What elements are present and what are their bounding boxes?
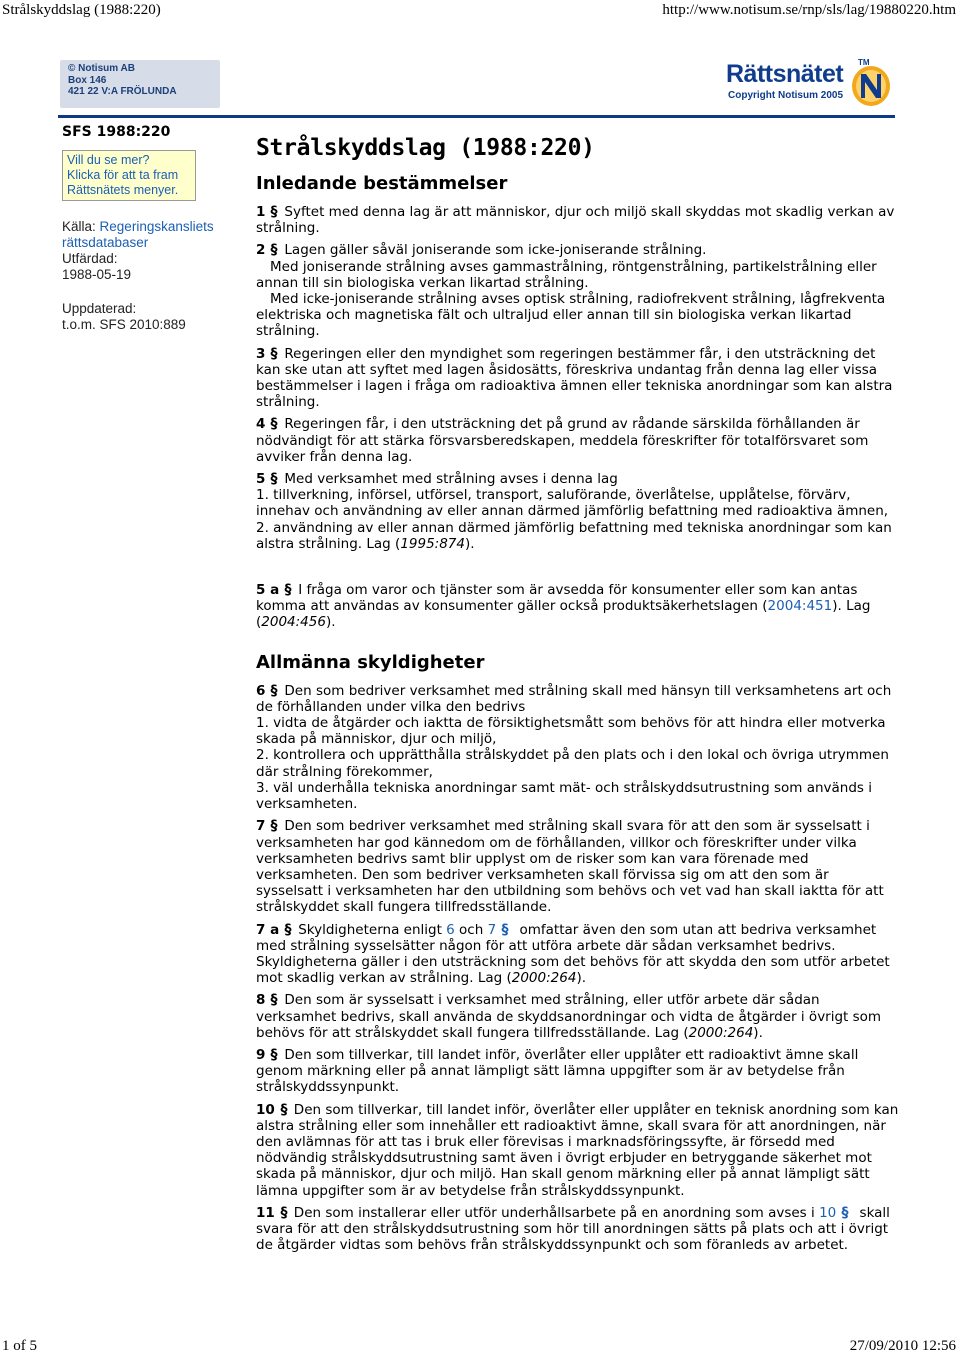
svg-text:§: § (270, 682, 278, 697)
section-link-6[interactable]: 6 (446, 921, 455, 938)
paragraph-text: Den som tillverkar, till landet inför, överlåter eller upplåter en teknisk anordning som kan alstra strålning eller som innehåller ett radioaktivt ämne, skall svara för att anordningen, när den avlämnas för att tas i bruk eller förevisas i marknadsföringssyfte, är försedd med nödvändig strålskyddsutrustning samt även i övrigt erbjuder en betryggande säkerhet mot skada på människor, djur och miljö. Han skall genom märkning eller på annat lämpligt sätt lämna uppgifter som är av betydelse från strålskyddssynpunkt. (256, 1101, 899, 1199)
svg-text:§: § (270, 242, 278, 257)
section-sign-icon[interactable] (281, 582, 295, 596)
page-title: Strålskyddslag (1988:220) (256, 135, 595, 161)
issued-date: 1988-05-19 (62, 267, 132, 282)
svg-text:§: § (270, 345, 278, 360)
notisum-address-line: 421 22 V:A FRÖLUNDA (68, 86, 177, 97)
paragraph-text: och (454, 921, 488, 938)
paragraph-number: 6 (256, 682, 266, 699)
law-link[interactable]: 2004:451 (767, 598, 833, 615)
section-link-10[interactable]: 10 (819, 1204, 837, 1221)
print-header-title: Strålskyddslag (1988:220) (2, 2, 161, 18)
paragraph-4 (256, 416, 900, 465)
law-reference: 2000:264 (511, 970, 577, 987)
paragraph-text: Den som bedriver verksamhet med strålning skall svara för att den som är sysselsatt i verksamheten har god kännedom om de förhållanden, villkor och föreskrifter under vilka verksamheten bedrivs samt blir upplyst om de risker som kan vara förenade med verksamheten. Den som bedriver verksamheten skall förvissa sig om att den som är sysselsatt i verksamheten har den utbildning som behövs och vet vad han skall iaktta för att strålskyddet skall fungera tillfredsställande. (256, 818, 884, 916)
paragraph-9 (256, 1047, 900, 1096)
section-heading-inledande: Inledande bestämmelser (256, 173, 508, 194)
show-menus-box[interactable] (62, 150, 196, 201)
sidebar (62, 124, 237, 333)
print-header-url[interactable]: http://www.notisum.se/rnp/sls/lag/19880220.htm (662, 2, 956, 18)
print-footer (0, 1338, 960, 1357)
paragraph-number: 3 (256, 345, 266, 362)
section-sign-icon[interactable] (267, 683, 281, 697)
svg-text:§: § (270, 471, 278, 486)
paragraph-number: 5 (256, 471, 266, 488)
svg-text:§: § (284, 582, 292, 597)
paragraph-11 (256, 1205, 900, 1254)
print-header (0, 0, 960, 22)
paragraph-2-sub: Med joniserande strålning avses gammastrålning, röntgenstrålning, partikelstrålning eller annan till sin biologiska verkan likartad strålning. (256, 258, 877, 291)
paragraph-5 (256, 471, 900, 487)
paragraph-text: Den som installerar eller utför underhållsarbete på en anordning som avses i (293, 1204, 820, 1221)
paragraph-number: 4 (256, 416, 266, 433)
law-reference: 2004:456 (261, 614, 326, 631)
source-link[interactable]: Regeringskansliets rättsdatabaser (62, 219, 214, 250)
menu-hint-line[interactable]: Rättsnätets menyer. (67, 183, 179, 197)
section-sign-icon[interactable] (267, 818, 281, 832)
paragraph-10 (256, 1102, 900, 1199)
svg-text:§: § (280, 1101, 288, 1116)
menu-hint-line[interactable]: Vill du se mer? (67, 153, 150, 167)
svg-text:§: § (270, 818, 278, 833)
paragraph-2-sub: Med icke-joniserande strålning avses optisk strålning, radiofrekvent strålning, lågfrekventa elektriska och magnetiska fält och ultraljud eller annan till sin biologiska verkan likartad strålning. (256, 291, 886, 340)
paragraph-text: Med verksamhet med strålning avses i denna lag (284, 471, 618, 488)
paragraph-text: Regeringen får, i den utsträckning det på grund av rådande särskilda förhållanden är nödvändigt för att stärka försvarsberedskapen, meddela föreskrifter för totalförsvaret som avviker från denna lag. (256, 416, 869, 465)
paragraph-number: 9 (256, 1046, 266, 1063)
list-item-text: ). (465, 535, 475, 552)
law-text (256, 134, 900, 1259)
updated-label: Uppdaterad: (62, 301, 137, 316)
law-reference: 2000:264 (688, 1024, 754, 1041)
section-sign-icon[interactable] (267, 416, 281, 430)
logo-name: Rättsnätet (726, 60, 844, 88)
paragraph-number: 7 (256, 818, 266, 835)
paragraph-text: ). (576, 970, 586, 987)
paragraph-2 (256, 242, 900, 258)
svg-text:§: § (284, 921, 292, 936)
paragraph-number: 8 (256, 992, 266, 1009)
paragraph-3 (256, 346, 900, 411)
paragraph-number: 10 (256, 1101, 275, 1118)
logo-copyright: Copyright Notisum 2005 (728, 90, 844, 101)
rattsnatet-logo[interactable] (722, 56, 894, 112)
notisum-n-logo-icon (850, 64, 892, 108)
section-sign-icon[interactable] (281, 922, 295, 936)
paragraph-6 (256, 683, 900, 715)
section-sign-link-icon[interactable] (498, 922, 512, 936)
paragraph-number: 11 (256, 1204, 275, 1221)
paragraph-text: ). (325, 614, 336, 631)
paragraph-5a (256, 582, 900, 631)
section-sign-link-icon[interactable] (838, 1205, 852, 1219)
section-sign-icon[interactable] (277, 1205, 291, 1219)
paragraph-1 (256, 204, 900, 236)
section-sign-icon[interactable] (267, 242, 281, 256)
section-sign-icon[interactable] (277, 1102, 291, 1116)
paragraph-text: Den som tillverkar, till landet inför, överlåter eller upplåter ett radioaktivt ämne skall genom märkning eller på annat lämpligt sätt lämna uppgifter som är av betydelse från strålskyddssynpunkt. (256, 1046, 859, 1096)
source-label: Källa: (62, 219, 96, 234)
paragraph-text: Den som är sysselsatt i verksamhet med strålning, eller utför arbete där sådan verksamhet bedrivs, skall använda de skyddsanordningar och vidta de åtgärder i övrigt som behövs för att strålskyddet skall fungera tillfredsställande. Lag ( (256, 992, 882, 1041)
paragraph-text: ). Lag ( (256, 598, 871, 631)
svg-text:§: § (270, 416, 278, 431)
issued-label: Utfärdad: (62, 251, 118, 266)
paragraph-8 (256, 992, 900, 1041)
paragraph-number: 1 (256, 204, 266, 220)
section-sign-icon[interactable] (267, 346, 281, 360)
paragraph-number: 2 (256, 242, 266, 259)
print-timestamp: 27/09/2010 12:56 (849, 1338, 956, 1354)
updated-value: t.o.m. SFS 2010:889 (62, 317, 186, 332)
svg-text:§: § (841, 1204, 849, 1219)
svg-text:§: § (280, 1204, 288, 1219)
paragraph-text: Regeringen eller den myndighet som regeringen bestämmer får, i den utsträckning det kan ske utan att syftet med lagen åsidosätts, föreskriva undantag från denna lag eller vissa bestämmelser i lagen i fråga om radioaktiva ämnen eller tekniska anordningar som kan alstra strålning. (256, 345, 893, 411)
list-item-text: 2. användning av eller annan därmed jämförlig befattning med tekniska anordningar som kan alstra strålning. Lag ( (256, 519, 892, 552)
section-sign-icon[interactable] (267, 204, 281, 218)
list-item: 2. kontrollera och upprätthålla strålskyddet på den plats och i den lokal och övriga utrymmen där strålning förekommer, (256, 747, 889, 780)
list-item (256, 520, 900, 552)
svg-text:§: § (501, 921, 509, 936)
section-sign-icon[interactable] (267, 1047, 281, 1061)
document-metadata (62, 219, 237, 333)
notisum-address-box (60, 60, 220, 108)
site-banner (58, 60, 894, 115)
logo-trademark: TM (858, 58, 870, 67)
paragraph-text: Skyldigheterna enligt (298, 921, 447, 938)
sfs-number: SFS 1988:220 (62, 124, 171, 140)
section-sign-icon[interactable] (267, 471, 281, 485)
paragraph-text: Lagen gäller såväl joniserande som icke-joniserande strålning. (284, 242, 707, 259)
list-item: 1. vidta de åtgärder och iaktta de försiktighetsmått som behövs för att hindra eller motverka skada på människor, djur och miljö, (256, 715, 886, 748)
paragraph-number: 7 a (256, 921, 280, 938)
svg-text:§: § (270, 204, 278, 218)
svg-text:§: § (270, 1046, 278, 1061)
menu-hint-line[interactable]: Klicka för att ta fram (67, 168, 179, 182)
paragraph-7a (256, 922, 900, 987)
list-item: 3. väl underhålla tekniska anordningar samt mät- och strålskyddsutrustning som används i verksamheten. (256, 779, 873, 813)
paragraph-text: ). (753, 1024, 763, 1041)
page-counter: 1 of 5 (2, 1338, 37, 1354)
paragraph-text: Syftet med denna lag är att människor, djur och miljö skall skyddas mot skadlig verkan av strålning. (256, 204, 895, 237)
paragraph-text: skall svara för att den strålskyddsutrustning som hör till anordningen sätts på plats och att i övrigt de åtgärder vidtas som behövs från strålskyddssynpunkt och som föranleds av arbetet. (256, 1204, 890, 1254)
notisum-address-line: Box 146 (68, 74, 107, 86)
paragraph-number: 5 a (256, 582, 280, 599)
paragraph-text: I fråga om varor och tjänster som är avsedda för konsumenter eller som kan antas komma att användas av konsumenter gäller också produktsäkerhetslagen ( (256, 582, 858, 615)
notisum-address-line: © Notisum AB (68, 63, 135, 74)
banner-divider (58, 115, 895, 118)
paragraph-7 (256, 818, 900, 915)
section-sign-icon[interactable] (267, 992, 281, 1006)
paragraph-text: omfattar även den som utan att bedriva verksamhet med strålning sysselsätter någon för att utföra arbete där sådan verksamhet bedrivs. Skyldigheterna gäller i den utsträckning som det behövs för att skydda den som utför arbetet mot skadlig verkan av strålning. Lag ( (256, 921, 890, 987)
paragraph-text: Den som bedriver verksamhet med strålning skall med hänsyn till verksamhetens art och de förhållanden under vilka den bedrivs (256, 682, 892, 715)
svg-text:§: § (270, 992, 278, 1007)
section-heading-allmanna: Allmänna skyldigheter (256, 651, 485, 673)
section-link-7[interactable]: 7 (487, 921, 497, 938)
list-item: 1. tillverkning, införsel, utförsel, transport, saluförande, överlåtelse, upplåtelse, förvärv, innehav och användning av eller annan därmed jämförlig befattning med radioaktiva ämnen, (256, 487, 889, 520)
law-reference: 1995:874 (400, 535, 465, 552)
